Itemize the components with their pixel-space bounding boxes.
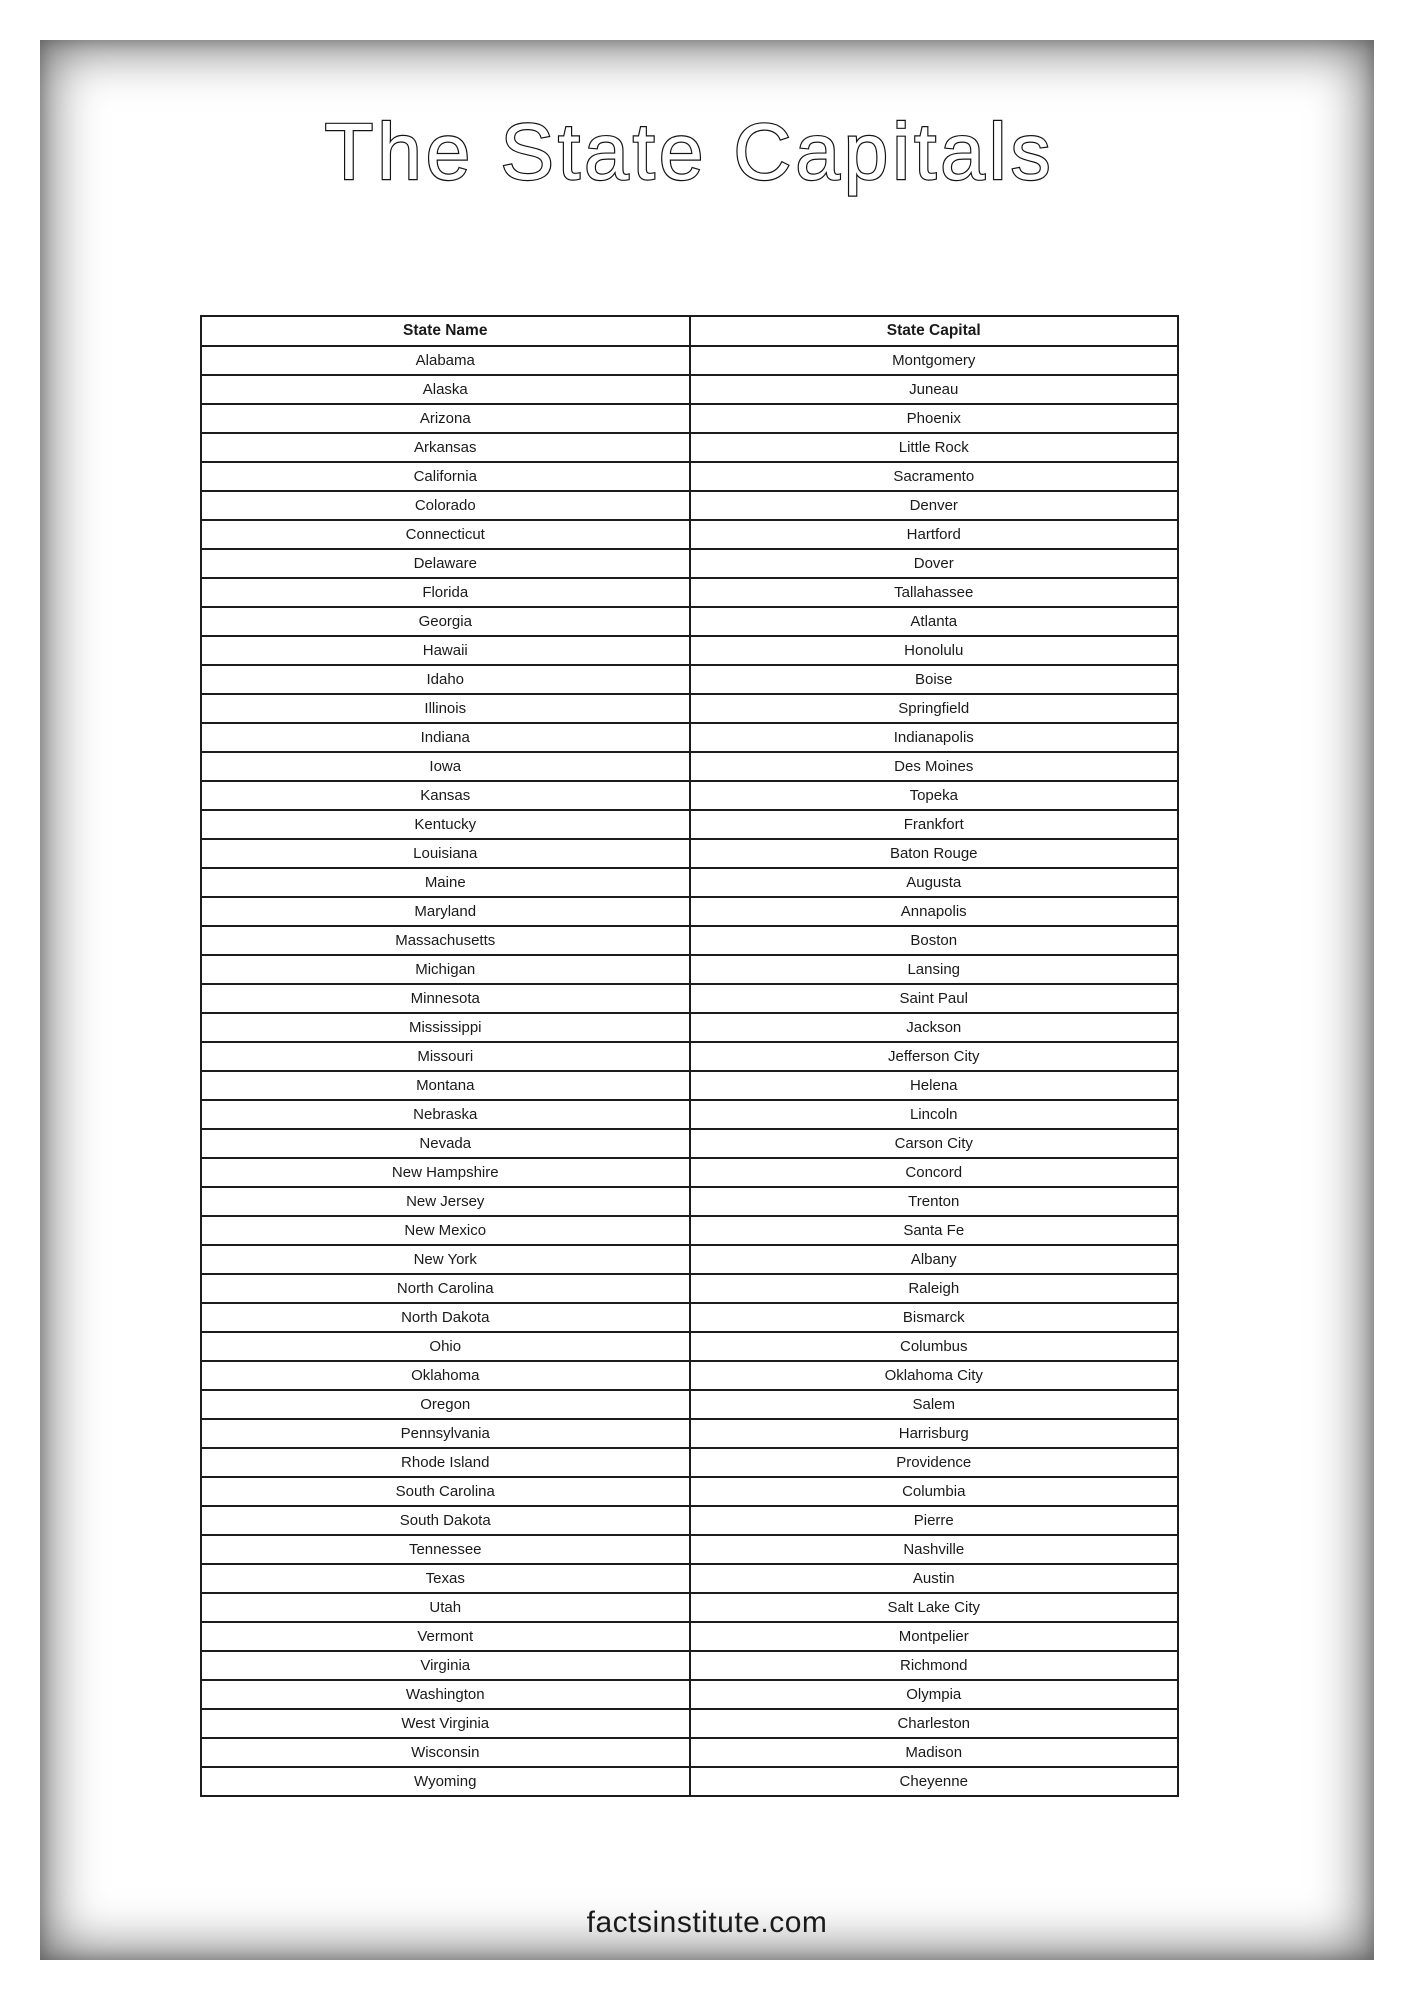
state-cell: Washington: [201, 1680, 690, 1709]
state-cell: Wisconsin: [201, 1738, 690, 1767]
table-row: [201, 636, 1178, 665]
state-cell: Wyoming: [201, 1767, 690, 1796]
table-row: [201, 462, 1178, 491]
state-cell: Arkansas: [201, 433, 690, 462]
state-cell: Minnesota: [201, 984, 690, 1013]
state-cell: South Carolina: [201, 1477, 690, 1506]
state-cell: New Jersey: [201, 1187, 690, 1216]
state-cell: Alabama: [201, 346, 690, 375]
state-cell: Texas: [201, 1564, 690, 1593]
state-cell: Vermont: [201, 1622, 690, 1651]
state-name-header: State Name: [201, 316, 690, 346]
capital-cell: Juneau: [690, 375, 1179, 404]
capital-cell: Tallahassee: [690, 578, 1179, 607]
state-cell: Kansas: [201, 781, 690, 810]
capital-cell: Carson City: [690, 1129, 1179, 1158]
capital-cell: Phoenix: [690, 404, 1179, 433]
table-row: [201, 1332, 1178, 1361]
capital-cell: Salem: [690, 1390, 1179, 1419]
state-capital-header: State Capital: [690, 316, 1179, 346]
capital-cell: Bismarck: [690, 1303, 1179, 1332]
table-row: [201, 1013, 1178, 1042]
capital-cell: Jefferson City: [690, 1042, 1179, 1071]
state-cell: Iowa: [201, 752, 690, 781]
capital-cell: Harrisburg: [690, 1419, 1179, 1448]
capital-cell: Augusta: [690, 868, 1179, 897]
capital-cell: Boston: [690, 926, 1179, 955]
state-cell: Utah: [201, 1593, 690, 1622]
state-cell: Colorado: [201, 491, 690, 520]
capital-cell: Salt Lake City: [690, 1593, 1179, 1622]
capital-cell: Providence: [690, 1448, 1179, 1477]
capital-cell: Olympia: [690, 1680, 1179, 1709]
state-cell: New York: [201, 1245, 690, 1274]
capital-cell: Honolulu: [690, 636, 1179, 665]
table-row: [201, 433, 1178, 462]
state-cell: Alaska: [201, 375, 690, 404]
state-cell: Florida: [201, 578, 690, 607]
capital-cell: Helena: [690, 1071, 1179, 1100]
state-cell: California: [201, 462, 690, 491]
table-row: [201, 868, 1178, 897]
state-cell: North Carolina: [201, 1274, 690, 1303]
table-row: [201, 1303, 1178, 1332]
table-row: [201, 1100, 1178, 1129]
table-row: [201, 1448, 1178, 1477]
capital-cell: Sacramento: [690, 462, 1179, 491]
table-row: [201, 375, 1178, 404]
state-cell: North Dakota: [201, 1303, 690, 1332]
capital-cell: Dover: [690, 549, 1179, 578]
state-cell: Oklahoma: [201, 1361, 690, 1390]
state-cell: Georgia: [201, 607, 690, 636]
table-row: [201, 1535, 1178, 1564]
capital-cell: Lincoln: [690, 1100, 1179, 1129]
table-row: [201, 1622, 1178, 1651]
table-row: [201, 607, 1178, 636]
capital-cell: Richmond: [690, 1651, 1179, 1680]
state-cell: West Virginia: [201, 1709, 690, 1738]
state-cell: New Hampshire: [201, 1158, 690, 1187]
footer-website-url: factsinstitute.com: [586, 1906, 828, 1939]
state-cell: Tennessee: [201, 1535, 690, 1564]
table-row: [201, 694, 1178, 723]
table-row: [201, 926, 1178, 955]
capital-cell: Little Rock: [690, 433, 1179, 462]
table-row: [201, 897, 1178, 926]
capital-cell: Columbia: [690, 1477, 1179, 1506]
capital-cell: Denver: [690, 491, 1179, 520]
capital-cell: Springfield: [690, 694, 1179, 723]
table-row: [201, 752, 1178, 781]
state-cell: Indiana: [201, 723, 690, 752]
table-row: [201, 1680, 1178, 1709]
state-cell: Nevada: [201, 1129, 690, 1158]
state-cell: Michigan: [201, 955, 690, 984]
state-cell: Oregon: [201, 1390, 690, 1419]
state-cell: Massachusetts: [201, 926, 690, 955]
capital-cell: Concord: [690, 1158, 1179, 1187]
table-row: [201, 955, 1178, 984]
table-row: [201, 346, 1178, 375]
capital-cell: Hartford: [690, 520, 1179, 549]
table-row: [201, 1738, 1178, 1767]
capital-cell: Baton Rouge: [690, 839, 1179, 868]
state-cell: Montana: [201, 1071, 690, 1100]
table-row: [201, 1245, 1178, 1274]
table-row: [201, 984, 1178, 1013]
capital-cell: Columbus: [690, 1332, 1179, 1361]
capital-cell: Trenton: [690, 1187, 1179, 1216]
table-row: [201, 1709, 1178, 1738]
table-row: [201, 1158, 1178, 1187]
state-cell: Connecticut: [201, 520, 690, 549]
state-cell: Idaho: [201, 665, 690, 694]
table-row: [201, 781, 1178, 810]
table-body: [201, 346, 1178, 1796]
capital-cell: Madison: [690, 1738, 1179, 1767]
state-cell: South Dakota: [201, 1506, 690, 1535]
table-row: [201, 1042, 1178, 1071]
state-cell: Mississippi: [201, 1013, 690, 1042]
table-row: [201, 839, 1178, 868]
table-row: [201, 1274, 1178, 1303]
capital-cell: Cheyenne: [690, 1767, 1179, 1796]
state-cell: Arizona: [201, 404, 690, 433]
state-cell: Maryland: [201, 897, 690, 926]
state-cell: Rhode Island: [201, 1448, 690, 1477]
state-cell: New Mexico: [201, 1216, 690, 1245]
state-cell: Hawaii: [201, 636, 690, 665]
capital-cell: Topeka: [690, 781, 1179, 810]
capital-cell: Santa Fe: [690, 1216, 1179, 1245]
capital-cell: Atlanta: [690, 607, 1179, 636]
table-header: [201, 316, 1178, 346]
table-row: [201, 549, 1178, 578]
state-cell: Louisiana: [201, 839, 690, 868]
state-cell: Pennsylvania: [201, 1419, 690, 1448]
table-header-row: [201, 316, 1178, 346]
table-row: [201, 810, 1178, 839]
table-row: [201, 723, 1178, 752]
page-title: The State Capitals: [324, 107, 1055, 196]
capital-cell: Montgomery: [690, 346, 1179, 375]
capital-cell: Annapolis: [690, 897, 1179, 926]
state-cell: Illinois: [201, 694, 690, 723]
capital-cell: Frankfort: [690, 810, 1179, 839]
table-row: [201, 1216, 1178, 1245]
table-row: [201, 491, 1178, 520]
capital-cell: Raleigh: [690, 1274, 1179, 1303]
table-row: [201, 1564, 1178, 1593]
state-cell: Maine: [201, 868, 690, 897]
capital-cell: Lansing: [690, 955, 1179, 984]
state-cell: Delaware: [201, 549, 690, 578]
table-row: [201, 1593, 1178, 1622]
table-row: [201, 578, 1178, 607]
capital-cell: Oklahoma City: [690, 1361, 1179, 1390]
capital-cell: Charleston: [690, 1709, 1179, 1738]
capital-cell: Montpelier: [690, 1622, 1179, 1651]
capital-cell: Nashville: [690, 1535, 1179, 1564]
table-row: [201, 1419, 1178, 1448]
table-row: [201, 1071, 1178, 1100]
state-cell: Kentucky: [201, 810, 690, 839]
table-row: [201, 1506, 1178, 1535]
state-cell: Ohio: [201, 1332, 690, 1361]
table-row: [201, 520, 1178, 549]
table-row: [201, 1767, 1178, 1796]
capital-cell: Saint Paul: [690, 984, 1179, 1013]
table-row: [201, 1361, 1178, 1390]
state-cell: Virginia: [201, 1651, 690, 1680]
state-capitals-table: [200, 315, 1179, 1797]
state-cell: Nebraska: [201, 1100, 690, 1129]
capital-cell: Pierre: [690, 1506, 1179, 1535]
capital-cell: Des Moines: [690, 752, 1179, 781]
capital-cell: Jackson: [690, 1013, 1179, 1042]
capital-cell: Albany: [690, 1245, 1179, 1274]
table-row: [201, 1129, 1178, 1158]
table-row: [201, 1187, 1178, 1216]
state-cell: Missouri: [201, 1042, 690, 1071]
capital-cell: Boise: [690, 665, 1179, 694]
table-row: [201, 1651, 1178, 1680]
capital-cell: Austin: [690, 1564, 1179, 1593]
table-row: [201, 1477, 1178, 1506]
table-row: [201, 1390, 1178, 1419]
table-row: [201, 665, 1178, 694]
table-row: [201, 404, 1178, 433]
capital-cell: Indianapolis: [690, 723, 1179, 752]
